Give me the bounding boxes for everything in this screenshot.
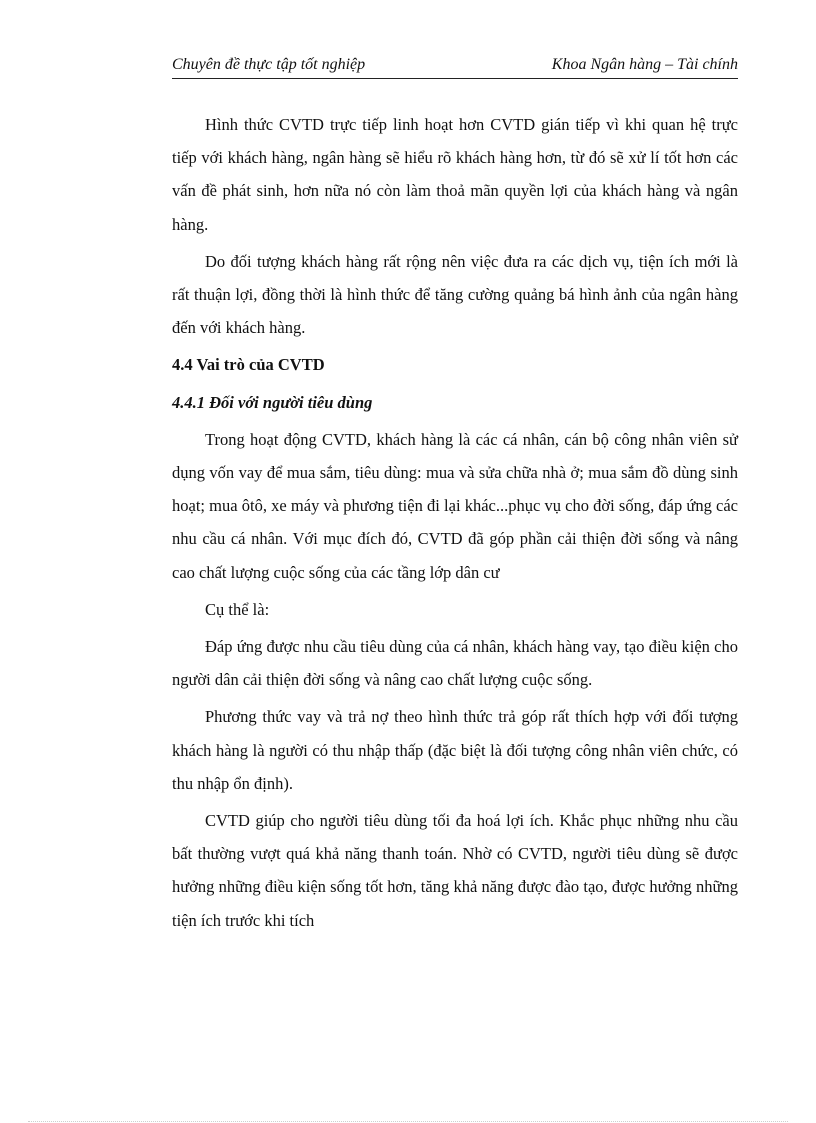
header-left-title: Chuyên đề thực tập tốt nghiệp: [172, 56, 366, 73]
paragraph-2: Do đối tượng khách hàng rất rộng nên việc đưa ra các dịch vụ, tiện ích mới là rất thuận lợi, đồng thời là hình thức để tăng cường quảng bá hình ảnh của ngân hàng đến với khách hàng.: [172, 251, 738, 338]
paragraph-1: Hình thức CVTD trực tiếp linh hoạt hơn CVTD gián tiếp vì khi quan hệ trực tiếp với khách hàng, ngân hàng sẽ hiểu rõ khách hàng hơn, từ đó sẽ xử lí tốt hơn các vấn đề phát sinh, hơn nữa nó còn làm thoả mãn quyền lợi của khách hàng và ngân hàng.: [172, 115, 738, 234]
page-header: [172, 54, 738, 79]
paragraph-4: Cụ thể là:: [205, 599, 270, 619]
paragraph-6: Phương thức vay và trả nợ theo hình thức trả góp rất thích hợp với đối tượng khách hàng là người có thu nhập thấp (đặc biệt là đối tượng công nhân viên chức, có thu nhập ổn định).: [172, 707, 738, 793]
paragraph-7: CVTD giúp cho người tiêu dùng tối đa hoá lợi ích. Khắc phục những nhu cầu bất thường vượt quá khả năng thanh toán. Nhờ có CVTD, người tiêu dùng sẽ được hưởng những điều kiện sống tốt hơn, tăng khả năng được đào tạo, được hưởng những tiện ích trước khi tích: [172, 811, 738, 930]
page-bottom-divider: [28, 1121, 788, 1122]
header-right-title: Khoa Ngân hàng – Tài chính: [551, 56, 738, 73]
subsection-heading-4-4-1: 4.4.1 Đối với người tiêu dùng: [172, 392, 373, 412]
section-heading-4-4: 4.4 Vai trò của CVTD: [172, 355, 325, 375]
document-body: [172, 108, 738, 941]
paragraph-3: Trong hoạt động CVTD, khách hàng là các cá nhân, cán bộ công nhân viên sử dụng vốn vay để mua sắm, tiêu dùng: mua và sửa chữa nhà ở; mua sắm đồ dùng sinh hoạt; mua ôtô, xe máy và phương tiện đi lại khác...phục vụ cho đời sống, đáp ứng các nhu cầu cá nhân. Với mục đích đó, CVTD đã góp phần cải thiện đời sống và nâng cao chất lượng cuộc sống của các tầng lớp dân cư: [172, 429, 738, 582]
paragraph-5: Đáp ứng được nhu cầu tiêu dùng của cá nhân, khách hàng vay, tạo điều kiện cho người dân cải thiện đời sống và nâng cao chất lượng cuộc sống.: [172, 637, 738, 690]
